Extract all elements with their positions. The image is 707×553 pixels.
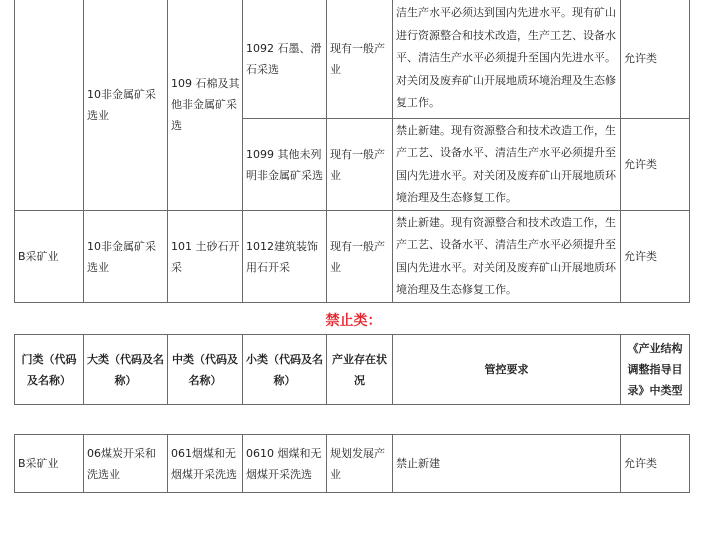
cell-dalei: 10非金属矿采选业 [84, 211, 168, 303]
table-row [15, 0, 690, 119]
cell-status: 现有一般产业 [327, 119, 393, 211]
header-dalei: 大类（代码及名称） [84, 335, 168, 405]
permit-table [14, 0, 690, 303]
cell-xiaolei: 0610 烟煤和无烟煤开采洗选 [243, 435, 327, 493]
cell-dalei: 06煤炭开采和洗选业 [84, 435, 168, 493]
cell-dalei: 10非金属矿采选业 [84, 0, 168, 211]
header-catalog: 《产业结构调整指导目录》中类型 [621, 335, 690, 405]
ban-table [14, 434, 690, 493]
cell-control: 禁止新建。现有资源整合和技术改造工作，生产工艺、设备水平、清洁生产水平必须提升至国内先进水平。对关闭及废弃矿山开展地质环境治理及生态修复工作。 [393, 119, 621, 211]
cell-control: 禁止新建 [393, 435, 621, 493]
header-control: 管控要求 [393, 335, 621, 405]
cell-status: 规划发展产业 [327, 435, 393, 493]
cell-control: 禁止新建。现有资源整合和技术改造工作，生产工艺、设备水平、清洁生产水平必须提升至国内先进水平。对关闭及废弃矿山开展地质环境治理及生态修复工作。 [393, 211, 621, 303]
header-row [15, 335, 690, 405]
cell-control: 洁生产水平必须达到国内先进水平。现有矿山进行资源整合和技术改造，生产工艺、设备水平、清洁生产水平必须提升至国内先进水平。对关闭及废弃矿山开展地质环境治理及生态修复工作。 [393, 0, 621, 119]
cell-catalog: 允许类 [621, 211, 690, 303]
table-row [15, 435, 690, 493]
cell-xiaolei: 1092 石墨、滑石采选 [243, 0, 327, 119]
cell-menlei: B采矿业 [15, 211, 84, 303]
cell-status: 现有一般产业 [327, 211, 393, 303]
cell-menlei [15, 0, 84, 211]
cell-zhonglei: 101 土砂石开采 [168, 211, 243, 303]
cell-status: 现有一般产业 [327, 0, 393, 119]
header-table [14, 334, 690, 405]
table-row [15, 211, 690, 303]
header-xiaolei: 小类（代码及名称） [243, 335, 327, 405]
cell-catalog: 允许类 [621, 119, 690, 211]
cell-xiaolei: 1099 其他未列明非金属矿采选 [243, 119, 327, 211]
section-title-prohibited: 禁止类： [325, 313, 382, 329]
cell-xiaolei: 1012建筑装饰用石开采 [243, 211, 327, 303]
cell-menlei: B采矿业 [15, 435, 84, 493]
header-status: 产业存在状况 [327, 335, 393, 405]
cell-zhonglei: 061烟煤和无烟煤开采洗选 [168, 435, 243, 493]
cell-catalog: 允许类 [621, 0, 690, 119]
cell-catalog: 允许类 [621, 435, 690, 493]
cell-zhonglei: 109 石棉及其他非金属矿采选 [168, 0, 243, 211]
header-zhonglei: 中类（代码及名称） [168, 335, 243, 405]
header-menlei: 门类（代码及名称） [15, 335, 84, 405]
